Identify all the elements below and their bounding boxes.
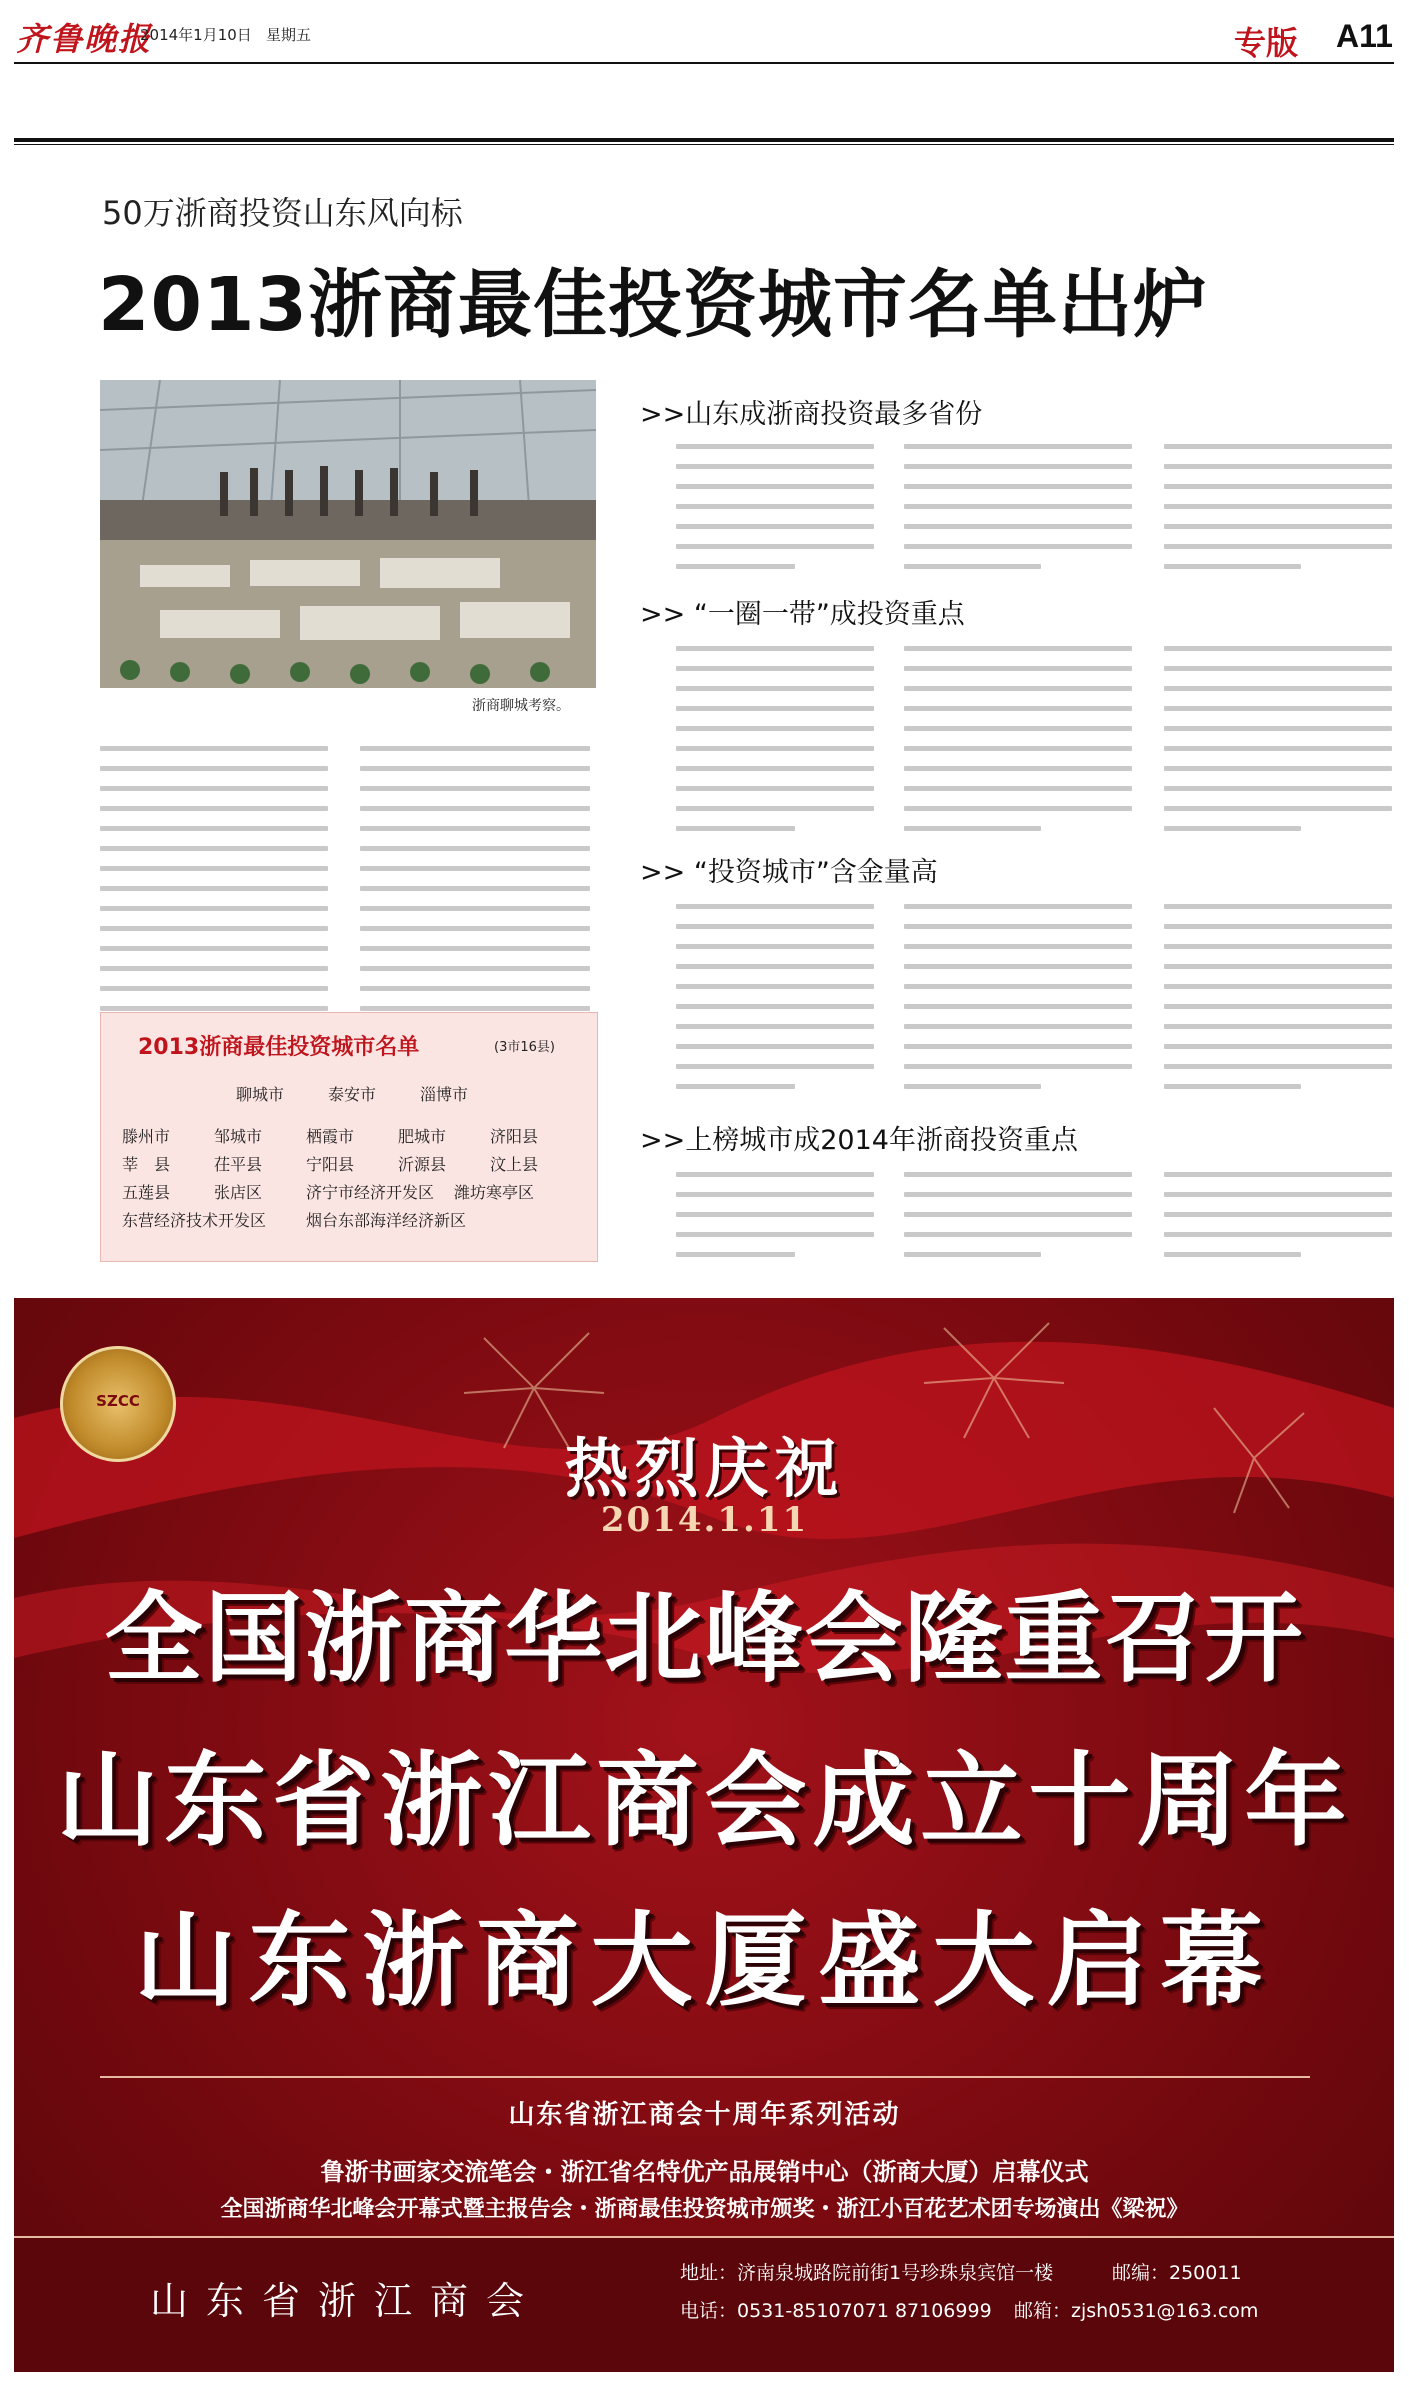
ad-date: 2014.1.11	[600, 1500, 809, 1540]
issue-date: 2014年1月10日	[140, 26, 252, 44]
issue-weekday: 星期五	[266, 26, 312, 44]
city-list-item: 莘 县	[122, 1155, 171, 1174]
city-list-item: 沂源县	[398, 1155, 447, 1174]
section-label: 专版	[1234, 24, 1299, 62]
city-list-item: 宁阳县	[306, 1155, 355, 1174]
article-headline: 2013浙商最佳投资城市名单出炉	[98, 262, 1208, 348]
section1-text-c	[1164, 444, 1392, 584]
ad-address: 地址：济南泉城路院前街1号珍珠泉宾馆一楼	[680, 2262, 1054, 2284]
section3-text-b	[904, 904, 1132, 1104]
masthead-rule	[14, 62, 1394, 64]
city-list-item: 济宁市经济开发区	[306, 1183, 435, 1202]
section1-text-b	[904, 444, 1132, 584]
header-rule-thick	[14, 138, 1394, 142]
photo-caption: 浙商聊城考察。	[472, 698, 570, 714]
city-list-item: 聊城市	[236, 1085, 285, 1104]
city-list-item: 肥城市	[398, 1127, 447, 1146]
ad-organization-name: 山东省浙江商会	[150, 2279, 543, 2323]
city-list-item: 茌平县	[214, 1155, 263, 1174]
ad-divider	[100, 2076, 1310, 2078]
article-kicker: 50万浙商投资山东风向标	[102, 194, 463, 232]
section4-text-a	[676, 1172, 874, 1272]
section-title: >>山东成浙商投资最多省份	[640, 399, 983, 430]
page-number: A11	[1336, 18, 1393, 54]
city-list-item: 潍坊寒亭区	[454, 1183, 535, 1202]
section1-text-a	[676, 444, 874, 584]
city-list-item: 滕州市	[122, 1127, 171, 1146]
section4-text-c	[1164, 1172, 1392, 1272]
header-rule-thin	[14, 144, 1394, 145]
ad-email: 邮箱：zjsh0531@163.com	[1014, 2300, 1259, 2322]
chamber-seal-text: SZCC	[96, 1392, 140, 1410]
city-list-item: 泰安市	[328, 1085, 377, 1104]
article-photo	[100, 380, 596, 688]
section2-text-a	[676, 646, 874, 846]
section3-text-a	[676, 904, 874, 1104]
ad-celebrate-title: 热烈庆祝	[564, 1433, 845, 1507]
section-title: >> “一圈一带”成投资重点	[640, 599, 965, 630]
section2-text-c	[1164, 646, 1392, 846]
ad-headline-3: 山东浙商大厦盛大启幕	[134, 1901, 1275, 2021]
section2-text-b	[904, 646, 1132, 846]
city-list-item: 邹城市	[214, 1127, 263, 1146]
ad-phone: 电话：0531-85107071 87106999	[680, 2300, 992, 2322]
section4-text-b	[904, 1172, 1132, 1272]
ad-activities-line-1: 鲁浙书画家交流笔会・浙江省名特优产品展销中心（浙商大厦）启幕仪式	[320, 2158, 1089, 2186]
section-title: >>上榜城市成2014年浙商投资重点	[640, 1125, 1078, 1156]
city-list-item: 张店区	[214, 1183, 263, 1202]
city-list-item: 淄博市	[420, 1085, 469, 1104]
photo-illustration	[100, 380, 596, 688]
ad-headline-2: 山东省浙江商会成立十周年	[56, 1741, 1353, 1861]
city-list-item: 五莲县	[122, 1183, 171, 1202]
city-list-item: 栖霞市	[306, 1127, 355, 1146]
section-title: >> “投资城市”含金量高	[640, 857, 938, 888]
ad-headline-1: 全国浙商华北峰会隆重召开	[104, 1581, 1305, 1696]
city-list-item: 济阳县	[490, 1127, 539, 1146]
ad-series-title: 山东省浙江商会十周年系列活动	[508, 2100, 901, 2130]
city-list-item: 烟台东部海洋经济新区	[306, 1211, 467, 1230]
city-list-item: 汶上县	[490, 1155, 539, 1174]
city-list-title: 2013浙商最佳投资城市名单	[138, 1035, 420, 1060]
newspaper-logo: 齐鲁晚报	[16, 20, 153, 58]
ad-activities-line-2: 全国浙商华北峰会开幕式暨主报告会・浙商最佳投资城市颁奖・浙江小百花艺术团专场演出《梁祝》	[220, 2197, 1189, 2222]
section3-text-c	[1164, 904, 1392, 1104]
city-list-item: 东营经济技术开发区	[122, 1211, 267, 1230]
city-list-subtitle: (3市16县)	[494, 1040, 555, 1055]
ad-postcode: 邮编：250011	[1112, 2262, 1242, 2284]
